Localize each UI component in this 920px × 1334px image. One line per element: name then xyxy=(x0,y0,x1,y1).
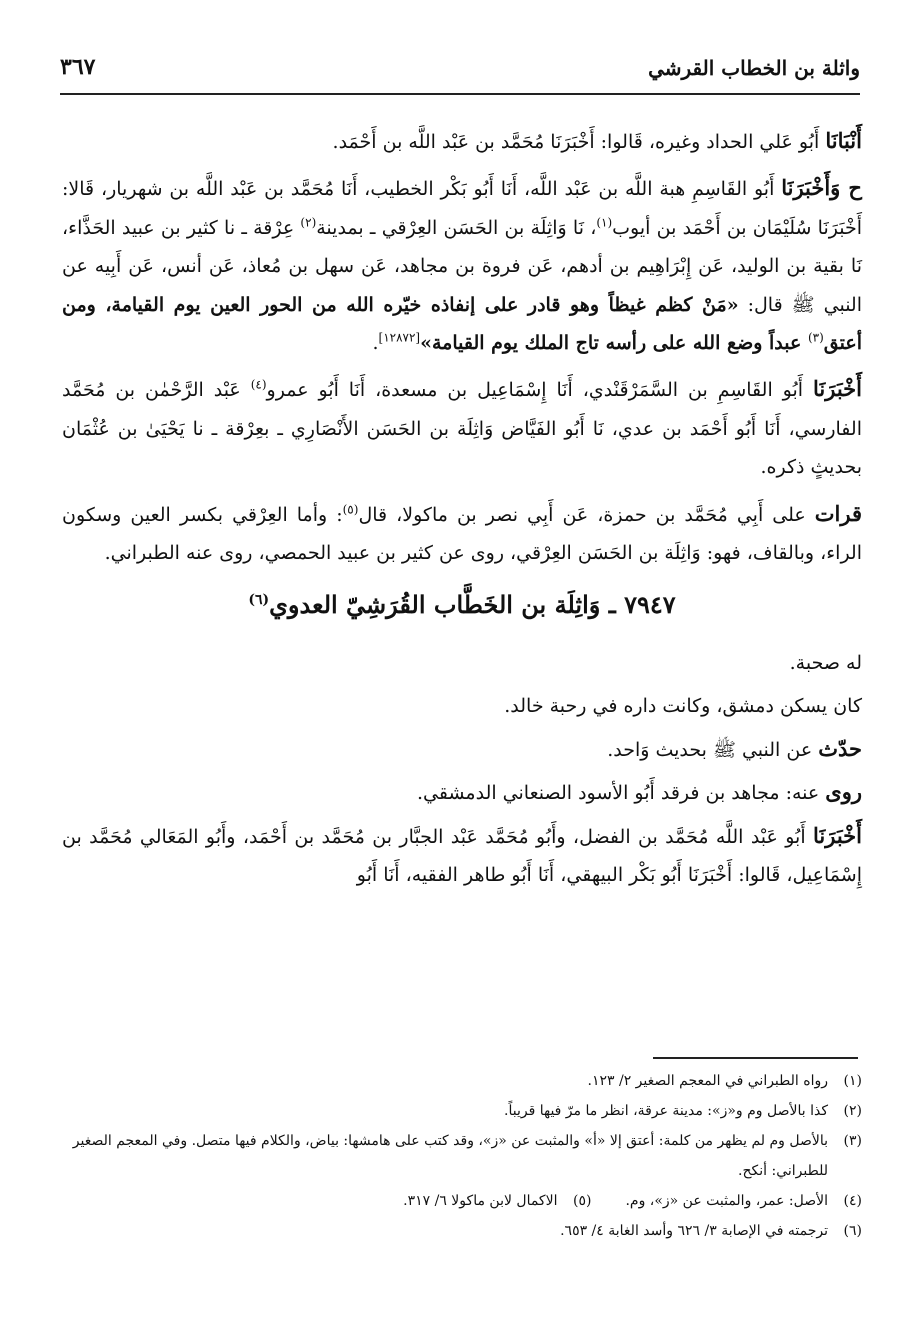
footnote-text: ترجمته في الإصابة ٣/ ٦٢٦ وأسد الغابة ٤/ ٦٥٣. xyxy=(560,1223,828,1239)
entry-text: كان يسكن دمشق، وكانت داره في رحبة خالد. xyxy=(504,695,862,718)
paragraph-lead: ح وَأَخْبَرَنَا xyxy=(781,175,862,201)
footnote-text: الاكمال لابن ماكولا ٦/ ٣١٧. xyxy=(403,1193,558,1209)
entry-line xyxy=(62,686,862,725)
entry-text: عنه: مجاهد بن فرقد أَبُو الأسود الصنعاني الدمشقي. xyxy=(416,782,826,805)
footnote xyxy=(62,1216,862,1246)
paragraph-text: أَبُو عَبْد اللَّه مُحَمَّد بن الفضل، وأَبُو مُحَمَّد عَبْد الجبَّار بن مُحَمَّد بن أَحْمَد، وأَبُو المَعَالي مُحَمَّد بن إِسْمَاعِيل، قَالوا: أَخْبَرَنَا أَبُو بَكْر البيهقي، أَنَا أَبُو طاهر الفقيه، أَنَا أَبُو xyxy=(62,825,862,886)
entry-title xyxy=(62,586,862,624)
entry-line xyxy=(62,773,862,812)
footnote-pair xyxy=(62,1186,862,1216)
footnote xyxy=(625,1186,862,1216)
footnote-number: (٤) xyxy=(843,1193,862,1209)
hadith-text: «مَنْ كظم غيظاً وهو قادر على إنفاذه خيّره الله من الحور العين يوم القيامة، ومن أعتق xyxy=(62,293,862,355)
footnote-number: (١) xyxy=(843,1073,862,1089)
header-rule xyxy=(60,93,860,95)
main-text xyxy=(62,122,862,902)
paragraph-text: أَبُو القَاسِمِ بن السَّمَرْقَنْدي، أَنَا إِسْمَاعِيل بن مسعدة، أَنَا أَبُو عمرو xyxy=(266,379,813,402)
final-paragraph xyxy=(62,817,862,895)
footnotes xyxy=(62,1066,862,1246)
entry-text: له صحبة. xyxy=(789,651,862,674)
footnote-ref: (٤) xyxy=(250,378,267,393)
footnote-text: بالأصل وم لم يظهر من كلمة: أعتق إلا «أ» والمثبت عن «ز»، وقد كتب على هامشها: بياض، والكلام فيها متصل. وفي المعجم الصغير للطبراني: أنكح. xyxy=(72,1133,828,1179)
paragraph-4 xyxy=(62,495,862,573)
paragraph-lead: قرات xyxy=(814,500,862,526)
paragraph-lead: أَخْبَرَنَا xyxy=(813,376,862,402)
footnote-number: (٢) xyxy=(843,1103,862,1119)
paragraph-text: عَبْد الرَّحْمٰن بن مُحَمَّد الفارسي، أَنَا أَبُو أَحْمَد بن عدي، نَا أَبُو الفَيَّاض وَاثِلَة بن الحَسَن الأَنْصَارِي ـ بعِرْقة ـ نا يَحْيَىٰ بن عُثْمَان بحديثٍ ذكره. xyxy=(62,379,862,479)
entry-title-text: ٧٩٤٧ ـ وَاثِلَة بن الخَطَّاب القُرَشِيّ العدوي xyxy=(269,590,676,620)
footnote-number: (٥) xyxy=(573,1193,592,1209)
paragraph-2 xyxy=(62,169,862,362)
paragraph-3 xyxy=(62,370,862,486)
paragraph-text: أَبُو القَاسِمِ هبة اللَّه بن عَبْد اللَّه، أَنَا أَبُو بَكْر الخطيب، أَنَا مُحَمَّد بن عَبْد اللَّه بن شهريار، قَالا: أَخْبَرَنَا سُلَيْمَان بن أَحْمَد بن أيوب xyxy=(62,178,862,239)
entry-text: عن النبي ﷺ بحديث وَاحد. xyxy=(607,738,819,761)
footnote-ref: (٦) xyxy=(248,592,270,609)
hadith-number: [١٢٨٧٢] xyxy=(378,330,421,345)
entry-line xyxy=(62,730,862,769)
paragraph-text: عِرْقة ـ نا كثير بن عبيد الحَذَّاء، نَا بقية بن الوليد، عَن إِبْرَاهِيم بن أدهم، عَن فروة بن مجاهد، عَن سهل بن مُعاذ، عَن أنس، عَن أَبِيه عن النبي ﷺ قال: xyxy=(62,216,862,316)
footnote-separator xyxy=(653,1057,858,1059)
entry-line xyxy=(62,643,862,682)
footnote xyxy=(62,1096,862,1126)
running-title: واثلة بن الخطاب القرشي xyxy=(648,56,860,80)
paragraph-text: على أَبِي مُحَمَّد بن حمزة، عَن أَبِي نصر بن ماكولا، قال xyxy=(358,503,815,526)
paragraph-text: أَبُو عَلي الحداد وغيره، قَالوا: أَخْبَرَنَا مُحَمَّد بن عَبْد اللَّه بن أَحْمَد. xyxy=(332,131,826,153)
footnote-text: الأصل: عمر، والمثبت عن «ز»، وم. xyxy=(625,1193,828,1209)
page-header xyxy=(60,50,860,100)
footnote-ref: (٣) xyxy=(807,330,824,345)
paragraph-text: ، نَا وَاثِلَة بن الحَسَن العِرْقي ـ بمدينة xyxy=(316,216,597,239)
page-number: ٣٦٧ xyxy=(60,54,96,80)
footnote-number: (٦) xyxy=(843,1223,862,1239)
footnote-ref: (١) xyxy=(596,215,613,230)
entry-lead: روى xyxy=(825,779,862,805)
footnote-text: كذا بالأصل وم و«ز»: مدينة عرقة، انظر ما مرّ فيها قريباً. xyxy=(504,1103,828,1119)
footnote xyxy=(403,1186,591,1216)
footnote-ref: (٢) xyxy=(300,215,317,230)
footnote xyxy=(62,1066,862,1096)
paragraph-1 xyxy=(62,122,862,161)
entry-lead: حدّث xyxy=(818,735,862,761)
footnote-text: رواه الطبراني في المعجم الصغير ٢/ ١٢٣. xyxy=(587,1073,828,1089)
footnote-number: (٣) xyxy=(843,1133,862,1149)
hadith-text: عبداً وضع الله على رأسه تاج الملك يوم القيامة» xyxy=(420,332,808,355)
footnote-ref: (٥) xyxy=(342,502,359,517)
paragraph-lead: أَخْبَرَنَا xyxy=(813,822,862,848)
footnote xyxy=(62,1126,862,1186)
paragraph-text: . xyxy=(372,332,379,355)
paragraph-text: : وأما العِرْقي بكسر العين وسكون الراء، وبالقاف، فهو: وَاثِلَة بن الحَسَن العِرْقي، روى عن كثير بن عبيد الحمصي، روى عنه الطبراني. xyxy=(62,503,862,565)
paragraph-lead: أَنْبَانَا xyxy=(825,128,862,153)
